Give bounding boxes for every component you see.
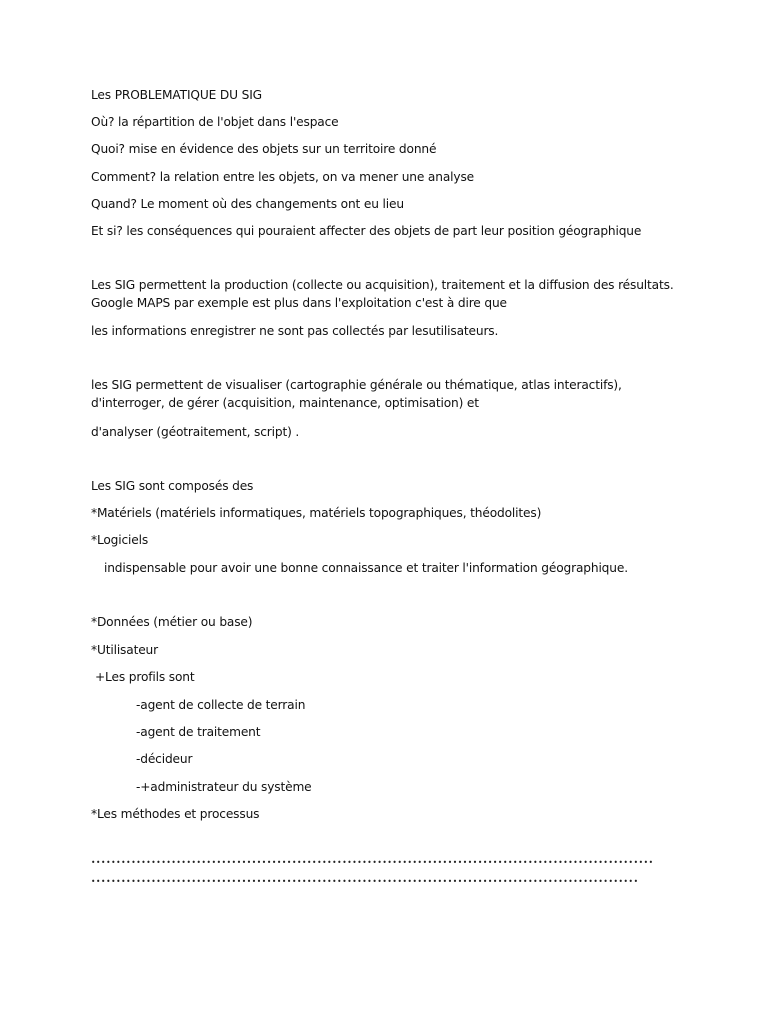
profil-item: -+administrateur du système bbox=[136, 780, 312, 794]
paragraph-information: les informations enregistrer ne sont pas collectés par lesutilisateurs. bbox=[91, 324, 499, 338]
profil-item: -agent de traitement bbox=[136, 725, 261, 739]
component-materiels: *Matériels (matériels informatiques, matériels topographiques, théodolites) bbox=[91, 506, 542, 520]
component-methodes: *Les méthodes et processus bbox=[91, 807, 260, 821]
question-et-si: Et si? les conséquences qui pouraient affecter des objets de part leur position géographique bbox=[91, 224, 642, 238]
component-logiciels: *Logiciels bbox=[91, 533, 149, 547]
component-utilisateur: *Utilisateur bbox=[91, 643, 158, 657]
composed-intro: Les SIG sont composés des bbox=[91, 479, 254, 493]
question-ou: Où? la répartition de l'objet dans l'espace bbox=[91, 115, 339, 129]
dotted-separator: •••••••••••••••••••••••••••••••••••••••••••••••••••••••••••••••••••••••••••••••••••••••••••••••••••••••••••••••• bbox=[91, 858, 654, 867]
profil-item: -agent de collecte de terrain bbox=[136, 698, 306, 712]
profil-item: -décideur bbox=[136, 752, 193, 766]
question-comment: Comment? la relation entre les objets, on va mener une analyse bbox=[91, 170, 474, 184]
dotted-separator: ••••••••••••••••••••••••••••••••••••••••••••••••••••••••••••••••••••••••••••••••••••••••••••••••••••••••••••• bbox=[91, 877, 639, 886]
question-quoi: Quoi? mise en évidence des objets sur un territoire donné bbox=[91, 142, 437, 156]
document-title: Les PROBLEMATIQUE DU SIG bbox=[91, 88, 262, 102]
profils-intro: +Les profils sont bbox=[95, 670, 195, 684]
paragraph-production: Les SIG permettent la production (collecte ou acquisition), traitement et la diffusion des résultats. Google MAPS par exemple est plus dans l'exploitation c'est à dire que bbox=[91, 278, 674, 310]
logiciels-note: indispensable pour avoir une bonne connaissance et traiter l'information géographique. bbox=[104, 561, 628, 575]
component-donnees: *Données (métier ou base) bbox=[91, 615, 253, 629]
paragraph-visualiser: les SIG permettent de visualiser (cartographie générale ou thématique, atlas interactifs), d'interroger, de gérer (acquisition, maintenance, optimisation) et bbox=[91, 378, 622, 410]
question-quand: Quand? Le moment où des changements ont eu lieu bbox=[91, 197, 404, 211]
paragraph-analyser: d'analyser (géotraitement, script) . bbox=[91, 425, 300, 439]
